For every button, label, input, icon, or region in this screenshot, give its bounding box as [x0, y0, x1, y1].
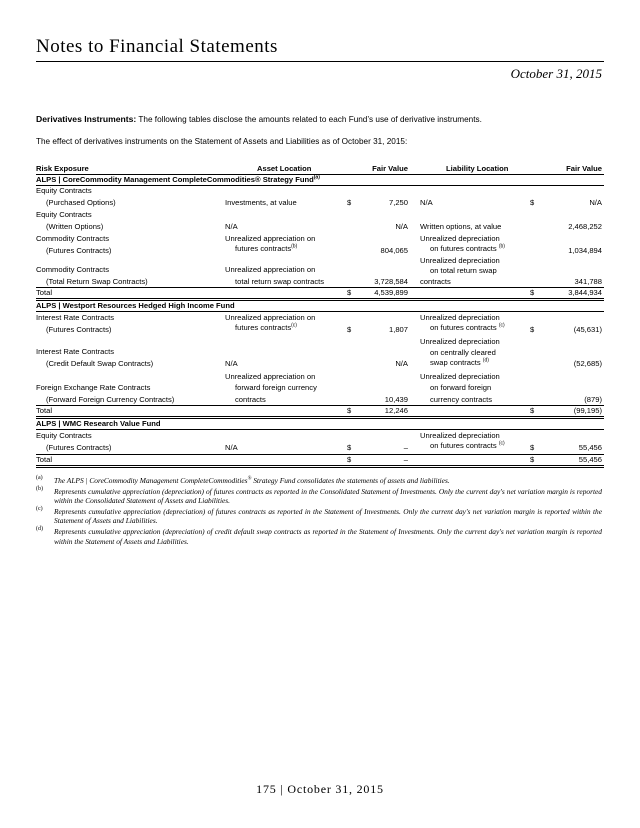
risk-detail-cell: (Credit Default Swap Contracts): [46, 359, 154, 368]
total-fair-value: 4,539,899: [374, 288, 408, 297]
table-row: [36, 337, 604, 371]
fund-name: ALPS | WMC Research Value Fund: [36, 419, 161, 428]
liability-detail-cell: on futures contracts: [430, 244, 497, 253]
total-fair-value-2: (99,195): [573, 406, 602, 415]
page-footer: 175 | October 31, 2015: [256, 782, 384, 796]
currency-symbol: $: [347, 288, 352, 297]
risk-cell: Foreign Exchange Rate Contracts: [36, 383, 151, 392]
risk-detail-cell: (Futures Contracts): [46, 246, 112, 255]
total-fair-value-2: 3,844,934: [568, 288, 602, 297]
registered-mark: ®: [247, 476, 252, 482]
total-row: [36, 288, 604, 298]
total-row: [36, 406, 604, 416]
footnote-ref: (c): [498, 322, 505, 329]
asset-cell: N/A: [225, 222, 238, 231]
footnote-ref: (b): [291, 243, 298, 250]
footnotes: [36, 476, 602, 547]
fair-value-2-cell: 1,034,894: [568, 246, 602, 255]
footnote-key: (c): [36, 505, 43, 512]
liability-cell: Written options, at value: [420, 222, 502, 231]
footnote-ref: (a): [313, 174, 320, 181]
liability-detail-cell: on futures contracts: [430, 441, 497, 450]
fair-value-cell: 7,250: [388, 198, 408, 207]
fair-value-cell: 3,728,584: [374, 277, 408, 286]
table-row: [36, 186, 604, 210]
currency-symbol: $: [347, 198, 352, 207]
risk-detail-cell: (Total Return Swap Contracts): [46, 277, 148, 286]
asset-detail-cell: futures contracts: [235, 323, 292, 332]
currency-symbol: $: [530, 198, 535, 207]
footnote-key: (b): [36, 485, 43, 492]
fair-value-2-cell: (45,631): [573, 325, 602, 334]
asset-detail-cell: forward foreign currency: [235, 383, 317, 392]
fair-value-2-cell: 2,468,252: [568, 222, 602, 231]
fund-rule: [36, 429, 604, 430]
total-fair-value: –: [403, 455, 408, 464]
risk-cell: Interest Rate Contracts: [36, 313, 115, 322]
table-row: [36, 371, 604, 405]
footnote: [36, 487, 602, 506]
liability-detail-cell: swap contracts: [430, 358, 481, 367]
fair-value-2-cell: (879): [584, 395, 602, 404]
asset-cell: Unrealized appreciation on: [225, 372, 316, 381]
footnote-text: Represents cumulative appreciation (depreciation) of futures contracts as reported in the Statement of Investments. Only the current day's net variation margin is reported within the Statement of Assets and Liabilities.: [54, 506, 602, 526]
table-row: [36, 234, 604, 258]
risk-detail-cell: (Forward Foreign Currency Contracts): [46, 395, 175, 404]
liability-detail-cell: on futures contracts: [430, 323, 497, 332]
liability-detail-cell: on forward foreign: [430, 383, 492, 392]
asset-cell: Unrealized appreciation on: [225, 313, 316, 322]
table-row: [36, 258, 604, 288]
currency-symbol: $: [530, 406, 535, 415]
intro-heading: Derivatives Instruments:: [36, 114, 137, 124]
liability-detail-cell: on total return swap: [430, 266, 497, 275]
liability-detail-cell: on centrally cleared: [430, 348, 496, 357]
footnote-text: Represents cumulative appreciation (depreciation) of credit default swap contracts as reported in the Statement of Investments. Only the current day's net variation margin is reported within the Statement of Assets and Liabilities.: [54, 526, 602, 546]
liability-detail-cell: contracts: [420, 277, 451, 286]
risk-detail-cell: (Futures Contracts): [46, 443, 112, 452]
asset-cell: Unrealized appreciation on: [225, 265, 316, 274]
liability-detail-cell: currency contracts: [430, 395, 493, 404]
table-row: [36, 210, 604, 234]
risk-cell: Commodity Contracts: [36, 234, 110, 243]
fair-value-cell: 10,439: [384, 395, 408, 404]
asset-cell: Investments, at value: [225, 198, 297, 207]
fund-name: ALPS | Westport Resources Hedged High Income Fund: [36, 301, 235, 310]
footnote: [36, 527, 602, 546]
col-fair-value-2: Fair Value: [566, 164, 602, 173]
total-fair-value-2: 55,456: [578, 455, 602, 464]
liability-cell: N/A: [420, 198, 433, 207]
fair-value-cell: N/A: [395, 359, 408, 368]
total-double-rule: [36, 465, 604, 468]
footnote-text: Represents cumulative appreciation (depreciation) of futures contracts as reported in the Consolidated Statement of Investments. Only the current day's net variation margin is reported within the Consolidated Statement of Assets and Liabilities.: [54, 486, 602, 506]
footnote: [36, 507, 602, 526]
footnote-text: Strategy Fund consolidates the statements of assets and liabilities.: [251, 476, 450, 485]
col-risk-exposure: Risk Exposure: [36, 164, 89, 173]
total-row: [36, 455, 604, 465]
total-label: Total: [36, 406, 53, 415]
currency-symbol: $: [347, 455, 352, 464]
currency-symbol: $: [530, 325, 535, 334]
table-row: [36, 313, 604, 337]
footnote-ref: (c): [291, 322, 297, 329]
table-row: [36, 431, 604, 455]
asset-detail-cell: contracts: [235, 395, 266, 404]
risk-cell: Equity Contracts: [36, 431, 92, 440]
col-asset-location: Asset Location: [257, 164, 312, 173]
asset-cell: N/A: [225, 443, 238, 452]
liability-cell: Unrealized depreciation: [420, 431, 500, 440]
currency-symbol: $: [530, 443, 535, 452]
liability-cell: Unrealized depreciation: [420, 256, 500, 265]
fair-value-cell: 1,807: [388, 325, 408, 334]
risk-detail-cell: (Futures Contracts): [46, 325, 112, 334]
title-divider: [36, 61, 604, 62]
currency-symbol: $: [530, 455, 535, 464]
fair-value-cell: –: [403, 443, 408, 452]
asset-cell: Unrealized appreciation on: [225, 234, 316, 243]
col-liability-location: Liability Location: [446, 164, 509, 173]
total-fair-value: 12,246: [384, 406, 408, 415]
report-date: October 31, 2015: [510, 66, 602, 81]
intro-text: The following tables disclose the amounts related to each Fund’s use of derivative instruments.: [136, 115, 482, 124]
total-label: Total: [36, 455, 53, 464]
effect-paragraph: The effect of derivatives instruments on the Statement of Assets and Liabilities as of October 31, 2015:: [36, 137, 408, 146]
fair-value-2-cell: 341,788: [574, 277, 602, 286]
liability-cell: Unrealized depreciation: [420, 234, 500, 243]
currency-symbol: $: [530, 288, 535, 297]
fair-value-2-cell: 55,456: [578, 443, 602, 452]
liability-cell: Unrealized depreciation: [420, 337, 500, 346]
risk-cell: Interest Rate Contracts: [36, 347, 115, 356]
page-title: Notes to Financial Statements: [36, 36, 278, 57]
footnote-key: (a): [36, 475, 43, 481]
total-label: Total: [36, 288, 53, 297]
currency-symbol: $: [347, 325, 352, 334]
fair-value-cell: N/A: [395, 222, 408, 231]
risk-detail-cell: (Written Options): [46, 222, 104, 231]
fund-rule: [36, 311, 604, 312]
fair-value-2-cell: (52,685): [573, 359, 602, 368]
footnote-ref: (c): [498, 440, 505, 447]
asset-detail-cell: futures contracts: [235, 244, 292, 253]
risk-cell: Equity Contracts: [36, 186, 92, 195]
asset-cell: N/A: [225, 359, 238, 368]
risk-detail-cell: (Purchased Options): [46, 198, 116, 207]
fair-value-cell: 804,065: [380, 246, 408, 255]
footnote: [36, 476, 602, 486]
currency-symbol: $: [347, 406, 352, 415]
col-fair-value: Fair Value: [372, 164, 408, 173]
footnote-ref: (d): [482, 357, 489, 364]
footnote-ref: (b): [498, 243, 505, 250]
asset-detail-cell: total return swap contracts: [235, 277, 325, 286]
liability-cell: Unrealized depreciation: [420, 372, 500, 381]
footnote-text: The ALPS | CoreCommodity Management CompleteCommodities: [54, 476, 248, 485]
fair-value-2-cell: N/A: [589, 198, 602, 207]
currency-symbol: $: [347, 443, 352, 452]
fund-name: ALPS | CoreCommodity Management CompleteCommodities® Strategy Fund: [36, 175, 314, 184]
risk-cell: Commodity Contracts: [36, 265, 110, 274]
risk-cell: Equity Contracts: [36, 210, 92, 219]
liability-cell: Unrealized depreciation: [420, 313, 500, 322]
intro-paragraph: [36, 114, 482, 124]
footnote-key: (d): [36, 525, 43, 532]
